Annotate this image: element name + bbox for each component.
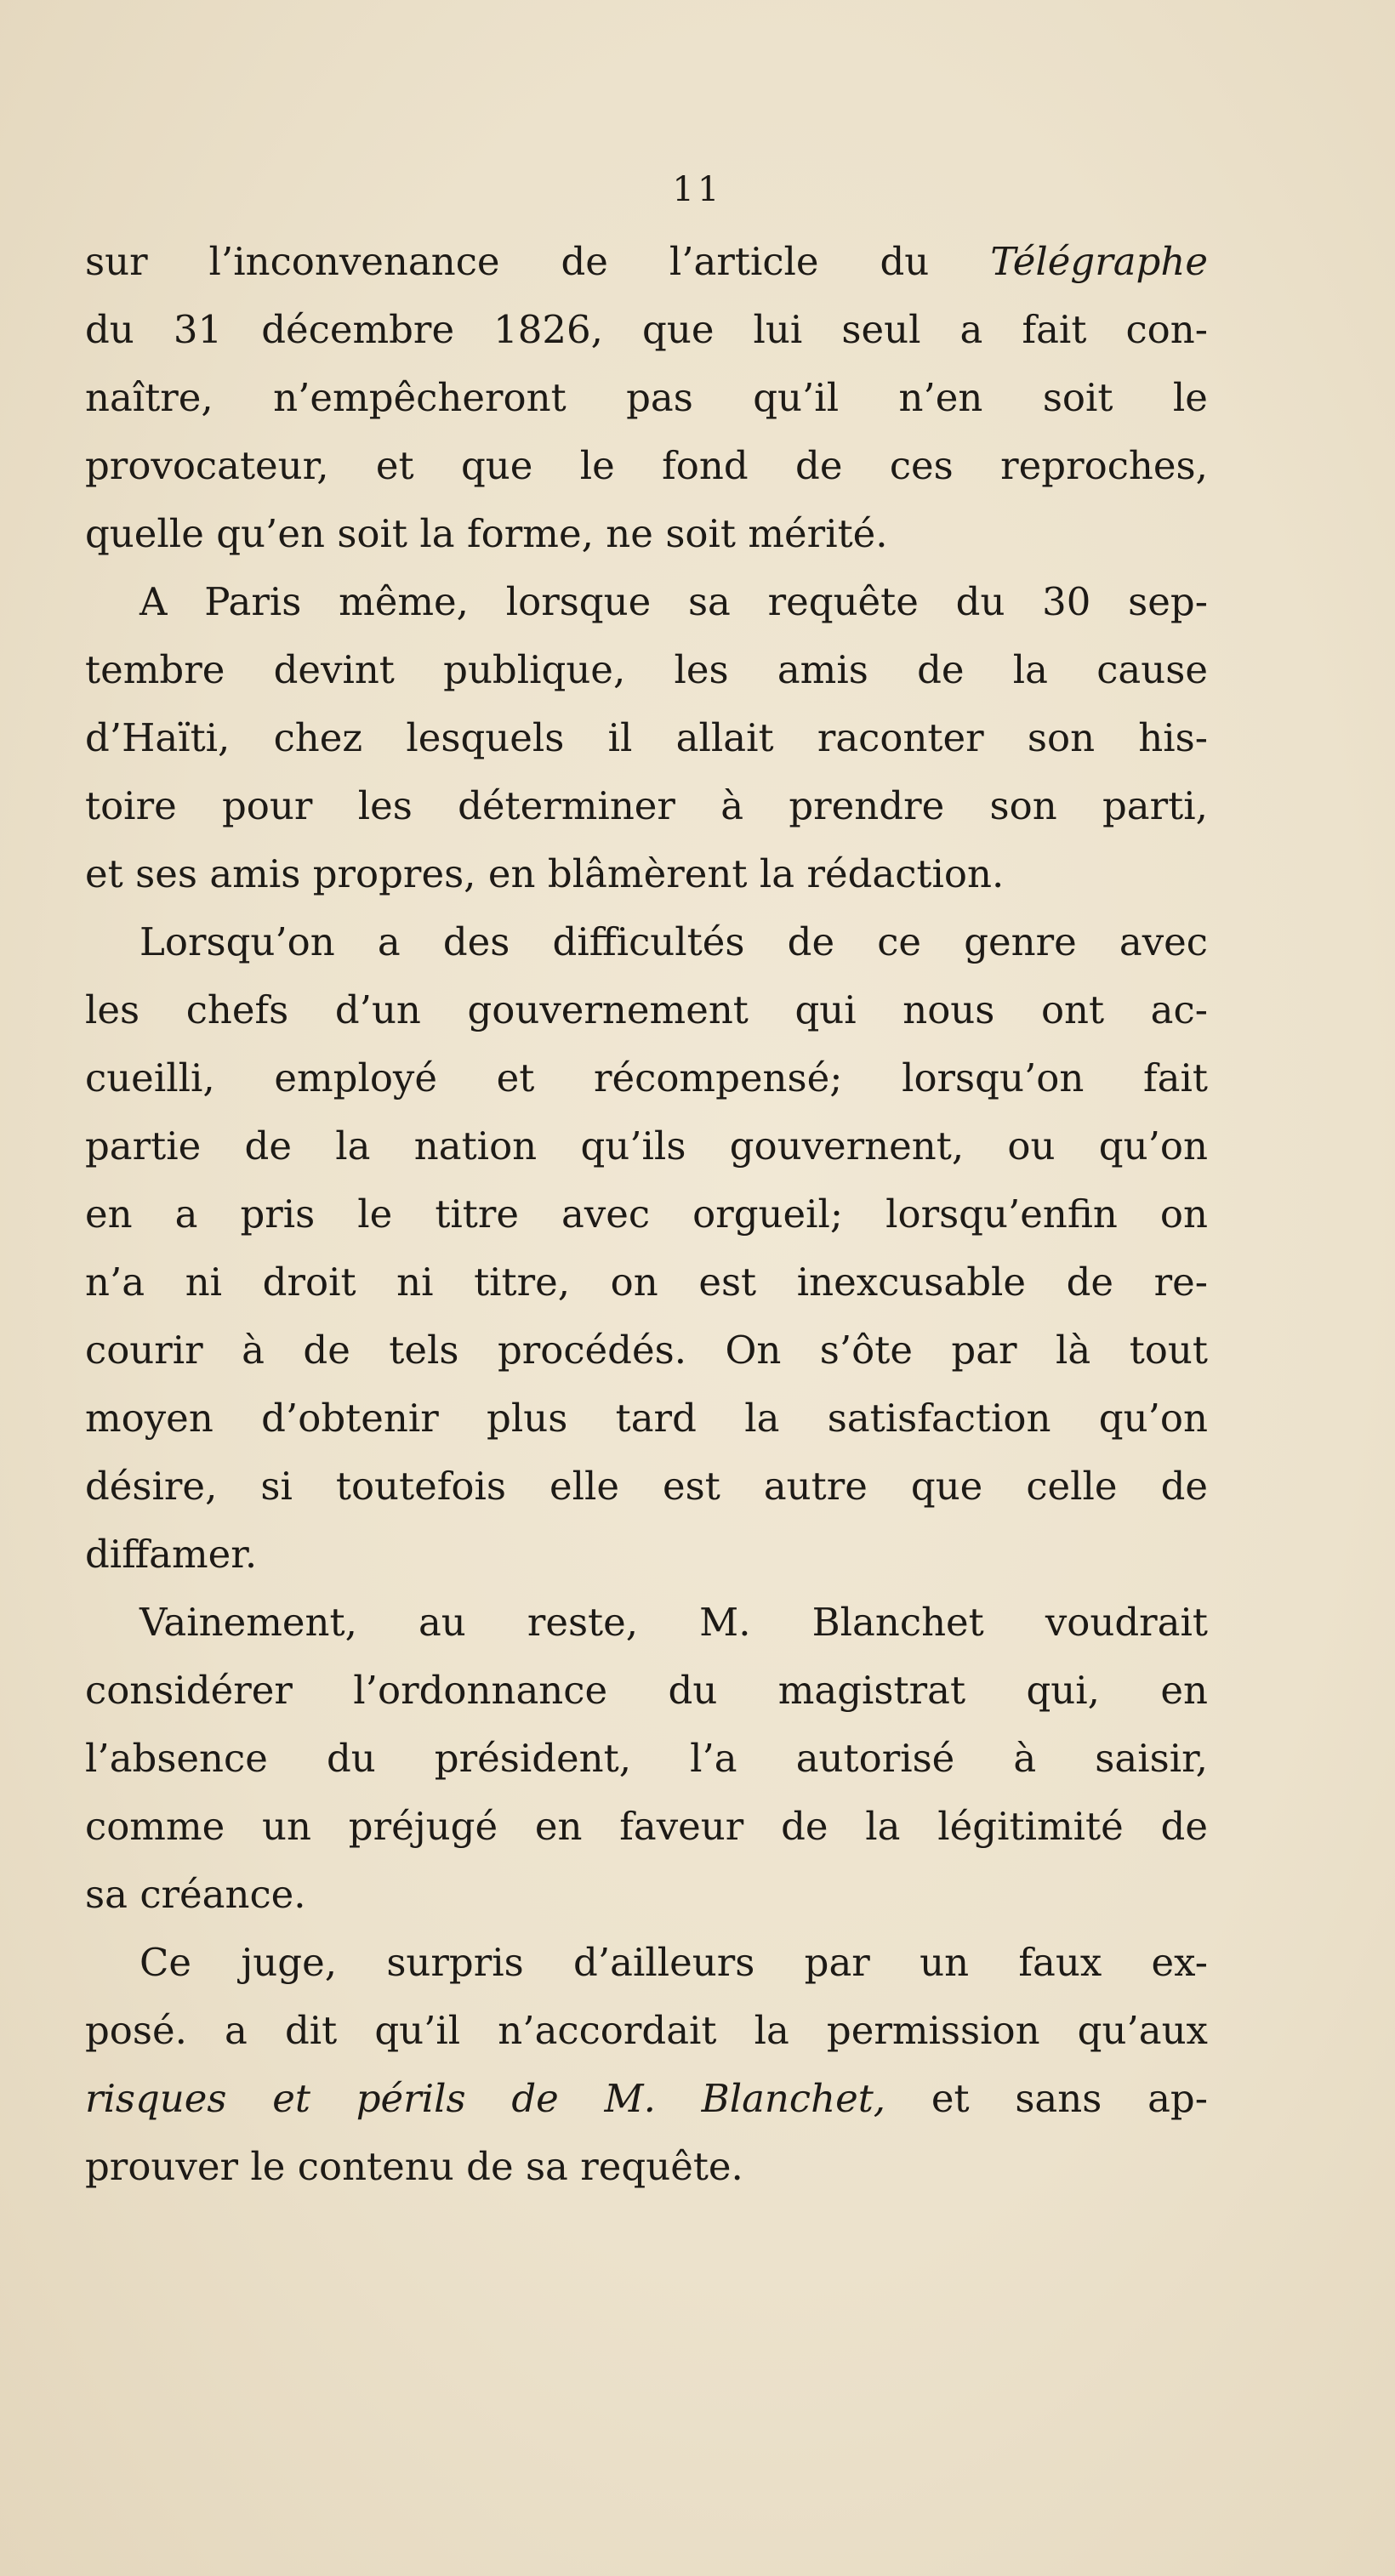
word: titre bbox=[435, 1191, 520, 1237]
word: procédés. bbox=[497, 1328, 687, 1373]
word: provocateur, bbox=[85, 443, 329, 488]
word: périls bbox=[356, 2076, 466, 2121]
word: là bbox=[1056, 1328, 1091, 1373]
word: employé bbox=[274, 1055, 437, 1100]
word: la bbox=[1012, 647, 1048, 692]
word: devint bbox=[273, 647, 395, 692]
word: A bbox=[140, 579, 168, 624]
word: il bbox=[607, 715, 633, 760]
word: un bbox=[920, 1940, 970, 1985]
word: a bbox=[377, 919, 401, 964]
word: partie bbox=[85, 1123, 202, 1169]
word: décembre bbox=[261, 307, 455, 352]
text-line bbox=[85, 1180, 1208, 1248]
word: courir bbox=[85, 1328, 203, 1373]
word: droit bbox=[262, 1260, 356, 1305]
word: naître, bbox=[85, 375, 214, 420]
word: prouver bbox=[85, 2144, 238, 2189]
text-line bbox=[85, 976, 1208, 1044]
word: sa bbox=[525, 2144, 568, 2189]
word: toutefois bbox=[335, 1464, 506, 1509]
word: ont bbox=[1040, 987, 1105, 1032]
word: l’ordonnance bbox=[353, 1668, 608, 1713]
word: Télégraphe bbox=[990, 239, 1208, 284]
text-line bbox=[85, 364, 1208, 432]
word: à bbox=[720, 783, 744, 828]
word: pas bbox=[626, 375, 693, 420]
word: blâmèrent bbox=[547, 851, 748, 896]
word: permission bbox=[826, 2008, 1040, 2053]
word: n’en bbox=[898, 375, 983, 420]
word: ces bbox=[889, 443, 954, 488]
word: qui, bbox=[1026, 1668, 1100, 1713]
text-line bbox=[85, 568, 1208, 636]
word: du bbox=[326, 1736, 376, 1781]
word: fond bbox=[662, 443, 749, 488]
word: tembre bbox=[85, 647, 225, 692]
word: du bbox=[668, 1668, 718, 1713]
word: avec bbox=[1119, 919, 1208, 964]
word: l’absence bbox=[85, 1736, 268, 1781]
word: le bbox=[1172, 375, 1208, 420]
word: allait bbox=[675, 715, 774, 760]
word: a bbox=[225, 2008, 248, 2053]
text-line bbox=[85, 1589, 1208, 1657]
word: 1826, bbox=[493, 307, 603, 352]
word: qu’il bbox=[374, 2008, 461, 2053]
word: 31 bbox=[173, 307, 223, 352]
word: fait bbox=[1142, 1055, 1208, 1100]
word: de bbox=[303, 1328, 350, 1373]
word: lorsqu’enfin bbox=[885, 1191, 1118, 1237]
word: re- bbox=[1153, 1260, 1208, 1305]
text-line bbox=[85, 1793, 1208, 1861]
word: Blanchet bbox=[811, 1600, 984, 1645]
word: par bbox=[804, 1940, 870, 1985]
word: la bbox=[419, 511, 455, 556]
word: faux bbox=[1018, 1940, 1102, 1985]
word: nous bbox=[902, 987, 995, 1032]
word: M. bbox=[604, 2076, 656, 2121]
text-line bbox=[85, 636, 1208, 704]
word: satisfaction bbox=[827, 1396, 1051, 1441]
word: orgueil; bbox=[692, 1191, 844, 1237]
word: de bbox=[795, 443, 843, 488]
word: sur bbox=[85, 239, 148, 284]
word: M. bbox=[699, 1600, 751, 1645]
word: considérer bbox=[85, 1668, 293, 1713]
word: au bbox=[418, 1600, 466, 1645]
word: sa bbox=[85, 1872, 128, 1917]
word: créance. bbox=[140, 1872, 306, 1917]
word: tout bbox=[1129, 1328, 1208, 1373]
word: ni bbox=[396, 1260, 434, 1305]
word: de bbox=[466, 2144, 514, 2189]
word: ex- bbox=[1151, 1940, 1208, 1985]
word: toire bbox=[85, 783, 177, 828]
word: lorsqu’on bbox=[902, 1055, 1085, 1100]
word: Blanchet, bbox=[701, 2076, 886, 2121]
word: un bbox=[262, 1804, 312, 1849]
word: lesquels bbox=[406, 715, 565, 760]
word: sa bbox=[687, 579, 731, 624]
word: diffamer. bbox=[85, 1532, 258, 1577]
word: la bbox=[865, 1804, 901, 1849]
word: d’Haïti, bbox=[85, 715, 231, 760]
word: à bbox=[242, 1328, 265, 1373]
word: contenu bbox=[297, 2144, 454, 2189]
word: ni bbox=[185, 1260, 223, 1305]
word: son bbox=[989, 783, 1057, 828]
word: titre, bbox=[474, 1260, 571, 1305]
text-line bbox=[85, 228, 1208, 296]
word: parti, bbox=[1102, 783, 1208, 828]
word: risques bbox=[85, 2076, 227, 2121]
word: qu’il bbox=[753, 375, 840, 420]
word: du bbox=[955, 579, 1005, 624]
word: quelle bbox=[85, 511, 204, 556]
word: gouvernement bbox=[467, 987, 749, 1032]
word: légitimité bbox=[937, 1804, 1124, 1849]
word: lui bbox=[753, 307, 803, 352]
word: soit bbox=[1042, 375, 1113, 420]
word: d’obtenir bbox=[261, 1396, 439, 1441]
word: la bbox=[759, 851, 795, 896]
word: moyen bbox=[85, 1396, 214, 1441]
word: chefs bbox=[185, 987, 289, 1032]
word: nation bbox=[413, 1123, 538, 1169]
word: ses bbox=[135, 851, 197, 896]
text-line bbox=[85, 2133, 1208, 2201]
word: l’inconvenance bbox=[208, 239, 500, 284]
word: pour bbox=[222, 783, 313, 828]
text-line bbox=[85, 1044, 1208, 1112]
word: faveur bbox=[619, 1804, 744, 1849]
word: de bbox=[244, 1123, 292, 1169]
word: de bbox=[917, 647, 965, 692]
word: le bbox=[357, 1191, 393, 1237]
word: d’ailleurs bbox=[573, 1940, 755, 1985]
word: qu’ils bbox=[580, 1123, 686, 1169]
word: requête. bbox=[580, 2144, 743, 2189]
word: son bbox=[1027, 715, 1096, 760]
word: que bbox=[910, 1464, 983, 1509]
word: rédaction. bbox=[806, 851, 1005, 896]
word: préjugé bbox=[348, 1804, 498, 1849]
text-line bbox=[85, 1929, 1208, 1997]
word: est bbox=[663, 1464, 720, 1509]
word: les bbox=[674, 647, 729, 692]
word: soit bbox=[665, 511, 736, 556]
word: président, bbox=[434, 1736, 632, 1781]
word: et bbox=[496, 1055, 535, 1100]
text-line bbox=[85, 1112, 1208, 1180]
word: des bbox=[442, 919, 510, 964]
word: voudrait bbox=[1045, 1600, 1208, 1645]
word: a bbox=[959, 307, 983, 352]
word: elle bbox=[549, 1464, 620, 1509]
word: requête bbox=[767, 579, 919, 624]
word: magistrat bbox=[777, 1668, 966, 1713]
word: avec bbox=[561, 1191, 651, 1237]
word: gouvernent, bbox=[729, 1123, 965, 1169]
word: prendre bbox=[789, 783, 945, 828]
text-line bbox=[85, 772, 1208, 840]
text-line bbox=[85, 1725, 1208, 1793]
word: et bbox=[931, 2076, 970, 2121]
text-line bbox=[85, 432, 1208, 500]
text-line bbox=[85, 1316, 1208, 1385]
word: con- bbox=[1125, 307, 1208, 352]
word: les bbox=[357, 783, 413, 828]
word: qu’on bbox=[1098, 1123, 1208, 1169]
word: Lorsqu’on bbox=[140, 919, 335, 964]
word: raconter bbox=[817, 715, 984, 760]
word: en bbox=[487, 851, 536, 896]
word: publique, bbox=[443, 647, 626, 692]
word: que bbox=[642, 307, 715, 352]
word: dit bbox=[284, 2008, 338, 2053]
word: on bbox=[1159, 1191, 1208, 1237]
word: s’ôte bbox=[819, 1328, 913, 1373]
word: même, bbox=[339, 579, 469, 624]
word: difficultés bbox=[552, 919, 745, 964]
word: de bbox=[787, 919, 835, 964]
body-text bbox=[85, 228, 1208, 2201]
word: qu’en bbox=[216, 511, 325, 556]
word: 30 bbox=[1042, 579, 1091, 624]
word: qui bbox=[794, 987, 857, 1032]
text-line bbox=[85, 1248, 1208, 1316]
word: seul bbox=[841, 307, 921, 352]
word: plus bbox=[487, 1396, 568, 1441]
word: reste, bbox=[527, 1600, 639, 1645]
word: surpris bbox=[386, 1940, 524, 1985]
word: cueilli, bbox=[85, 1055, 215, 1100]
word: juge, bbox=[241, 1940, 338, 1985]
word: pris bbox=[240, 1191, 316, 1237]
word: l’a bbox=[690, 1736, 737, 1781]
text-line bbox=[85, 1657, 1208, 1725]
word: n’empêcheront bbox=[273, 375, 567, 420]
word: sans bbox=[1015, 2076, 1102, 2121]
word: par bbox=[951, 1328, 1017, 1373]
word: chez bbox=[273, 715, 363, 760]
text-line bbox=[85, 500, 1208, 568]
word: est bbox=[698, 1260, 757, 1305]
word: fait bbox=[1022, 307, 1087, 352]
word: de bbox=[1160, 1464, 1208, 1509]
word: de bbox=[561, 239, 608, 284]
word: ap- bbox=[1147, 2076, 1208, 2121]
word: soit bbox=[337, 511, 408, 556]
word: amis bbox=[209, 851, 301, 896]
word: reproches, bbox=[1000, 443, 1208, 488]
word: Paris bbox=[204, 579, 302, 624]
word: du bbox=[880, 239, 930, 284]
text-line bbox=[85, 704, 1208, 772]
word: en bbox=[85, 1191, 133, 1237]
word: et bbox=[375, 443, 414, 488]
word: le bbox=[250, 2144, 286, 2189]
word: genre bbox=[964, 919, 1077, 964]
text-line bbox=[85, 1997, 1208, 2065]
text-line bbox=[85, 1453, 1208, 1521]
word: n’accordait bbox=[498, 2008, 717, 2053]
word: amis bbox=[777, 647, 868, 692]
word: inexcusable bbox=[796, 1260, 1027, 1305]
word: en bbox=[1160, 1668, 1208, 1713]
word: de bbox=[1160, 1804, 1208, 1849]
word: l’article bbox=[669, 239, 819, 284]
word: Vainement, bbox=[140, 1600, 357, 1645]
word: en bbox=[534, 1804, 583, 1849]
word: le bbox=[579, 443, 615, 488]
word: à bbox=[1013, 1736, 1037, 1781]
text-line bbox=[85, 1861, 1208, 1929]
word: saisir, bbox=[1095, 1736, 1208, 1781]
text-line bbox=[85, 908, 1208, 976]
word: récompensé; bbox=[594, 1055, 843, 1100]
word: tels bbox=[389, 1328, 459, 1373]
word: du bbox=[85, 307, 134, 352]
word: n’a bbox=[85, 1260, 145, 1305]
word: de bbox=[511, 2076, 559, 2121]
word: sep- bbox=[1128, 579, 1208, 624]
word: Ce bbox=[140, 1940, 192, 1985]
word: his- bbox=[1138, 715, 1208, 760]
word: on bbox=[610, 1260, 658, 1305]
word: qu’on bbox=[1098, 1396, 1208, 1441]
word: ce bbox=[877, 919, 922, 964]
text-line bbox=[85, 840, 1208, 908]
word: désire, bbox=[85, 1464, 218, 1509]
word: la bbox=[754, 2008, 789, 2053]
word: si bbox=[260, 1464, 293, 1509]
word: que bbox=[460, 443, 533, 488]
word: ac- bbox=[1150, 987, 1208, 1032]
word: ne bbox=[606, 511, 653, 556]
word: propres, bbox=[312, 851, 476, 896]
text-line bbox=[85, 1385, 1208, 1453]
word: posé. bbox=[85, 2008, 187, 2053]
word: et bbox=[85, 851, 123, 896]
word: autre bbox=[763, 1464, 868, 1509]
word: ou bbox=[1007, 1123, 1056, 1169]
word: de bbox=[781, 1804, 828, 1849]
text-line bbox=[85, 1521, 1208, 1589]
word: celle bbox=[1026, 1464, 1118, 1509]
word: tard bbox=[615, 1396, 697, 1441]
text-line bbox=[85, 2065, 1208, 2133]
word: On bbox=[725, 1328, 782, 1373]
word: mérité. bbox=[748, 511, 888, 556]
word: autorisé bbox=[795, 1736, 955, 1781]
word: d’un bbox=[334, 987, 421, 1032]
word: la bbox=[335, 1123, 371, 1169]
word: de bbox=[1066, 1260, 1114, 1305]
word: comme bbox=[85, 1804, 225, 1849]
word: cause bbox=[1096, 647, 1208, 692]
word: qu’aux bbox=[1077, 2008, 1208, 2053]
word: déterminer bbox=[458, 783, 675, 828]
word: la bbox=[744, 1396, 780, 1441]
word: et bbox=[272, 2076, 310, 2121]
page-number: 11 bbox=[672, 170, 723, 209]
text-line bbox=[85, 296, 1208, 364]
word: a bbox=[174, 1191, 198, 1237]
word: les bbox=[85, 987, 140, 1032]
word: forme, bbox=[467, 511, 594, 556]
word: lorsque bbox=[505, 579, 652, 624]
